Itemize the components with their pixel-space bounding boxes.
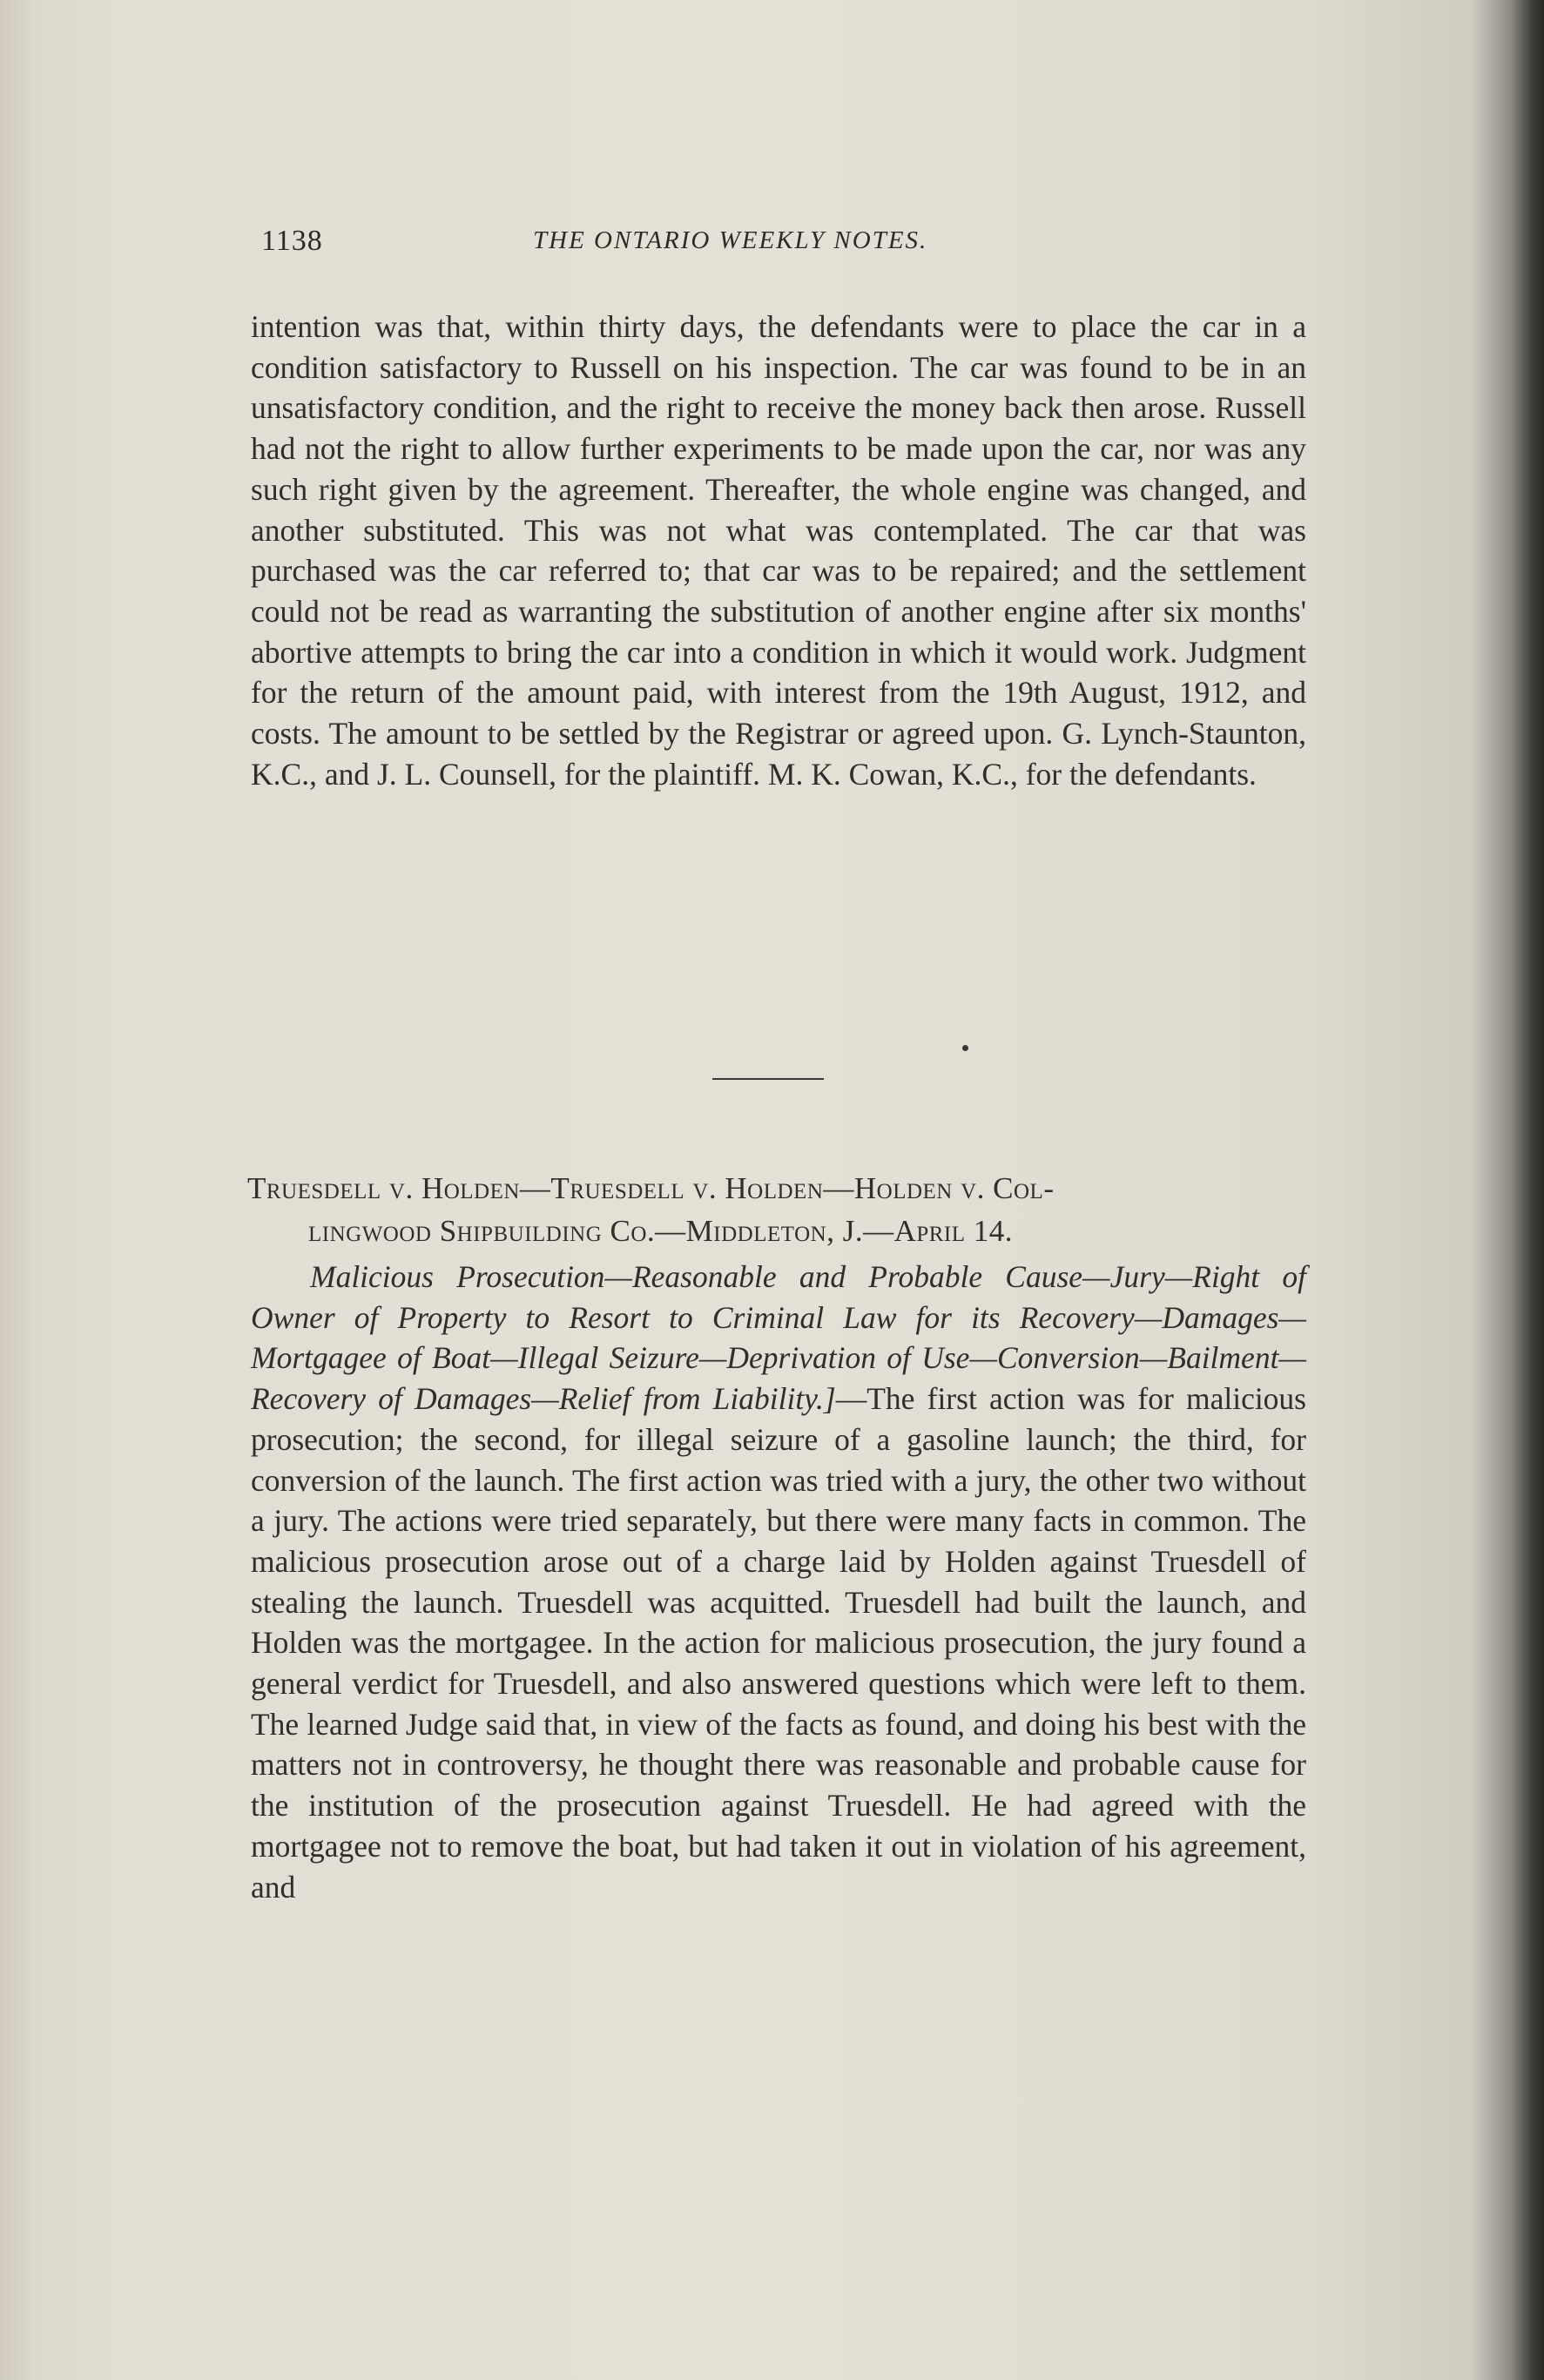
paragraph-text: intention was that, within thirty days, the defendants were to place the car in a condition satisfactory to Russell on his inspection. The car was found to be in an unsatisfactory condition, and the right to receive the money back then arose. Russell had not the right to allow further experiments to be made upon the car, nor was any such right given by the agreement. Thereafter, the whole engine was changed, and another substituted. This was not what was contemplated. The car that was purchased was the car referred to; that car was to be repaired; and the settlement could not be read as warranting the substitution of another engine after six months' abortive attempts to bring the car into a condition in which it would work. Judgment for the return of the amount paid, with interest from the 19th August, 1912, and costs. The amount to be settled by the Registrar or agreed upon. G. Lynch-Staunton, K.C., and J. L. Counsell, for the plaintiff. M. K. Cowan, K.C., for the defendants. — [251, 309, 1306, 792]
continuation-paragraph — [251, 307, 1306, 794]
running-head: THE ONTARIO WEEKLY NOTES. — [533, 226, 928, 254]
headnote-text — [251, 1257, 1306, 1907]
headnote-italic: Malicious Prosecution—Reasonable and Probable Cause—Jury—Right of Owner of Property to Resort to Criminal Law for its Recovery—Damages—Mortgagee of Boat—Illegal Seizure—Deprivation of Use—Conversion—Bailment—Recovery of Damages—Relief from Liability.] — [251, 1259, 1306, 1417]
case-title — [247, 1167, 1306, 1252]
stray-dot — [962, 1045, 968, 1051]
page-header — [261, 225, 1306, 268]
page-number: 1138 — [261, 225, 323, 257]
headnote-body: —The first action was for malicious prosecution; the second, for illegal seizure of a gasoline launch; the third, for conversion of the launch. The first action was tried with a jury, the other two without a jury. The actions were tried separately, but there were many facts in common. The malicious prosecution arose out of a charge laid by Holden against Truesdell of stealing the launch. Truesdell was acquitted. Truesdell had built the launch, and Holden was the mortgagee. In the action for malicious prosecution, the jury found a general verdict for Truesdell, and also answered questions which were left to them. The learned Judge said that, in view of the facts as found, and doing his best with the matters not in controversy, he thought there was reasonable and probable cause for the institution of the prosecution against Truesdell. He had agreed with the mortgagee not to remove the boat, but had taken it out in violation of his agreement, and — [251, 1381, 1307, 1905]
section-divider — [712, 1078, 824, 1080]
headnote-paragraph — [251, 1257, 1306, 1907]
case-title-line-2: lingwood Shipbuilding Co.—Middleton, J.—April 14. — [308, 1214, 1014, 1248]
case-title-line-1: Truesdell v. Holden—Truesdell v. Holden—Holden v. Col- — [247, 1171, 1055, 1205]
